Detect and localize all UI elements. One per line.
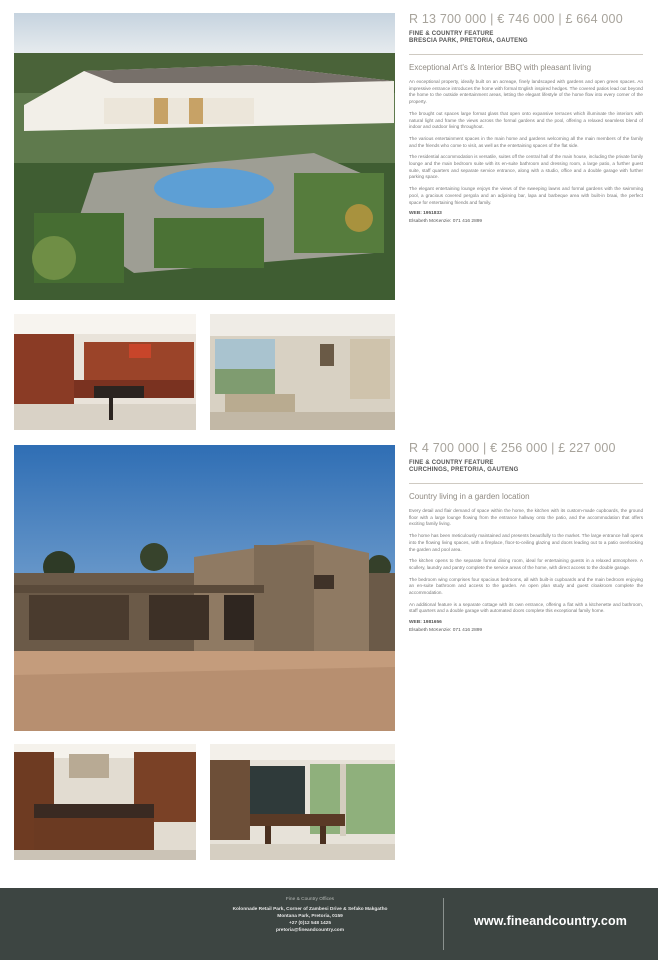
footer-website-link[interactable]: www.fineandcountry.com — [474, 914, 627, 928]
listing-2-paragraph: An additional feature is a separate cottage with its own entrance, offering a flat with a kitchenette and bathroom, staff quarters and a double garage with automated doors complete this exceptional family home. — [409, 601, 643, 614]
listing-2-paragraph: The kitchen opens to the separate formal dining room, ideal for entertaining guests in a relaxed atmosphere. A scullery, laundry and pantry complete the service areas of the home, with direct access to the double garage. — [409, 558, 643, 570]
listing-1-paragraph: The various entertainment spaces in the main home and gardens welcoming all the main members of the family and the friends who come to visit, as well as the entertaining spaces of the flat side. — [409, 135, 643, 148]
listing-1-paragraph: The residential accommodation is versatile, suites off the central hall of the main house, including the private family lounge and the main bedroom suite with its en-suite bathroom and dressing room, a large patio, a further guest suite, staff quarters and separate service entrance, along with a studio, office and a double garage with further parking space. — [409, 154, 643, 180]
listing-2-price: R 4 700 000 | € 256 000 | £ 227 000 — [409, 441, 616, 455]
listing-1-paragraph: An exceptional property, ideally built on an acreage, finely landscaped with gardens and open green spaces. An impressive entrance introduces the home with formal English inspired hedges. The covered patios lead out beyond the home to the outside entertainment areas, letting the elegant lifestyle of the home flow into every corner of the property. — [409, 79, 643, 105]
property-2-kitchen-photo — [14, 744, 196, 860]
listing-1-brand: FINE & COUNTRY FEATURE — [409, 31, 494, 37]
listing-2-headline: Country living in a garden location — [409, 492, 530, 501]
property-1-kitchen-photo — [14, 314, 196, 430]
listing-2-paragraph: Every detail and flair demand of space within the home, the kitchen with its custom-made cupboards, the ground floor with a large lounge flowing from the entrance hallway onto the patio, and the accommodation that offers exciting family living. — [409, 508, 643, 527]
listing-2 — [409, 441, 643, 633]
listing-1-price: R 13 700 000 | € 746 000 | £ 664 000 — [409, 12, 623, 26]
footer-address-line: Montana Park, Pretoria, 0159 — [277, 914, 343, 919]
property-2-patio-photo — [210, 744, 395, 860]
listing-2-web-ref: WEB: 1981656 — [409, 620, 442, 626]
listing-1-paragraph: The elegant entertaining lounge enjoys the views of the sweeping lawns and formal gardens with the swimming pool, a gracious covered pergola and an adjoining bar, lapa and barbeque area with built-in braai, the perfect space for entertaining friends and family. — [409, 186, 643, 205]
listing-2-paragraph: The home has been meticulously maintained and presents beautifully to the market. The large entrance hall opens into the flowing living spaces, with a fireplace, floor-to-ceiling glazing and doors leading out to a patio overlooking the garden and pool area. — [409, 533, 643, 552]
listing-1 — [409, 12, 643, 224]
listing-1-paragraph: The brought out spaces large format glass that open onto expansive terraces which illuminate the interiors with natural light and frame the views across the formal gardens and the pool, offering a relaxed seamless blend of indoor and outdoor living throughout. — [409, 110, 643, 130]
listing-1-web-ref: WEB: 1951833 — [409, 211, 442, 217]
listing-2-brand: FINE & COUNTRY FEATURE — [409, 460, 494, 466]
property-1-lounge-photo — [210, 314, 395, 430]
listing-2-location: CURCHINGS, PRETORIA, GAUTENG — [409, 467, 519, 473]
property-1-aerial-photo — [14, 13, 395, 300]
property-2-exterior-photo — [14, 445, 395, 731]
footer-office-title: Fine & Country Offices — [285, 897, 335, 902]
footer-separator — [443, 898, 444, 950]
footer-email[interactable]: pretoria@fineandcountry.com — [275, 928, 345, 933]
footer — [0, 888, 658, 960]
listing-2-agent: Elsabeth McKenzie: 071 416 2899 — [409, 628, 483, 634]
footer-contact — [190, 897, 430, 934]
footer-phone: +27 (0)12 548 1425 — [288, 921, 331, 926]
listing-1-location: BRESCIA PARK, PRETORIA, GAUTENG — [409, 38, 528, 44]
listing-1-divider — [409, 54, 643, 55]
footer-address-line: Kolonnade Retail Park, Corner of Zambesi Drive & Sefako Makgatho — [232, 907, 388, 912]
listing-1-agent: Elsabeth McKenzie: 071 416 2899 — [409, 219, 483, 225]
listing-1-headline: Exceptional Art's & Interior BBQ with pleasant living — [409, 63, 592, 72]
listing-2-paragraph: The bedroom wing comprises four spacious bedrooms, all with built-in cupboards and the main bedroom enjoying an en-suite bathroom and access to the garden. An open plan study and guest cloakroom complete the accommodation. — [409, 576, 643, 596]
listing-2-divider — [409, 483, 643, 484]
